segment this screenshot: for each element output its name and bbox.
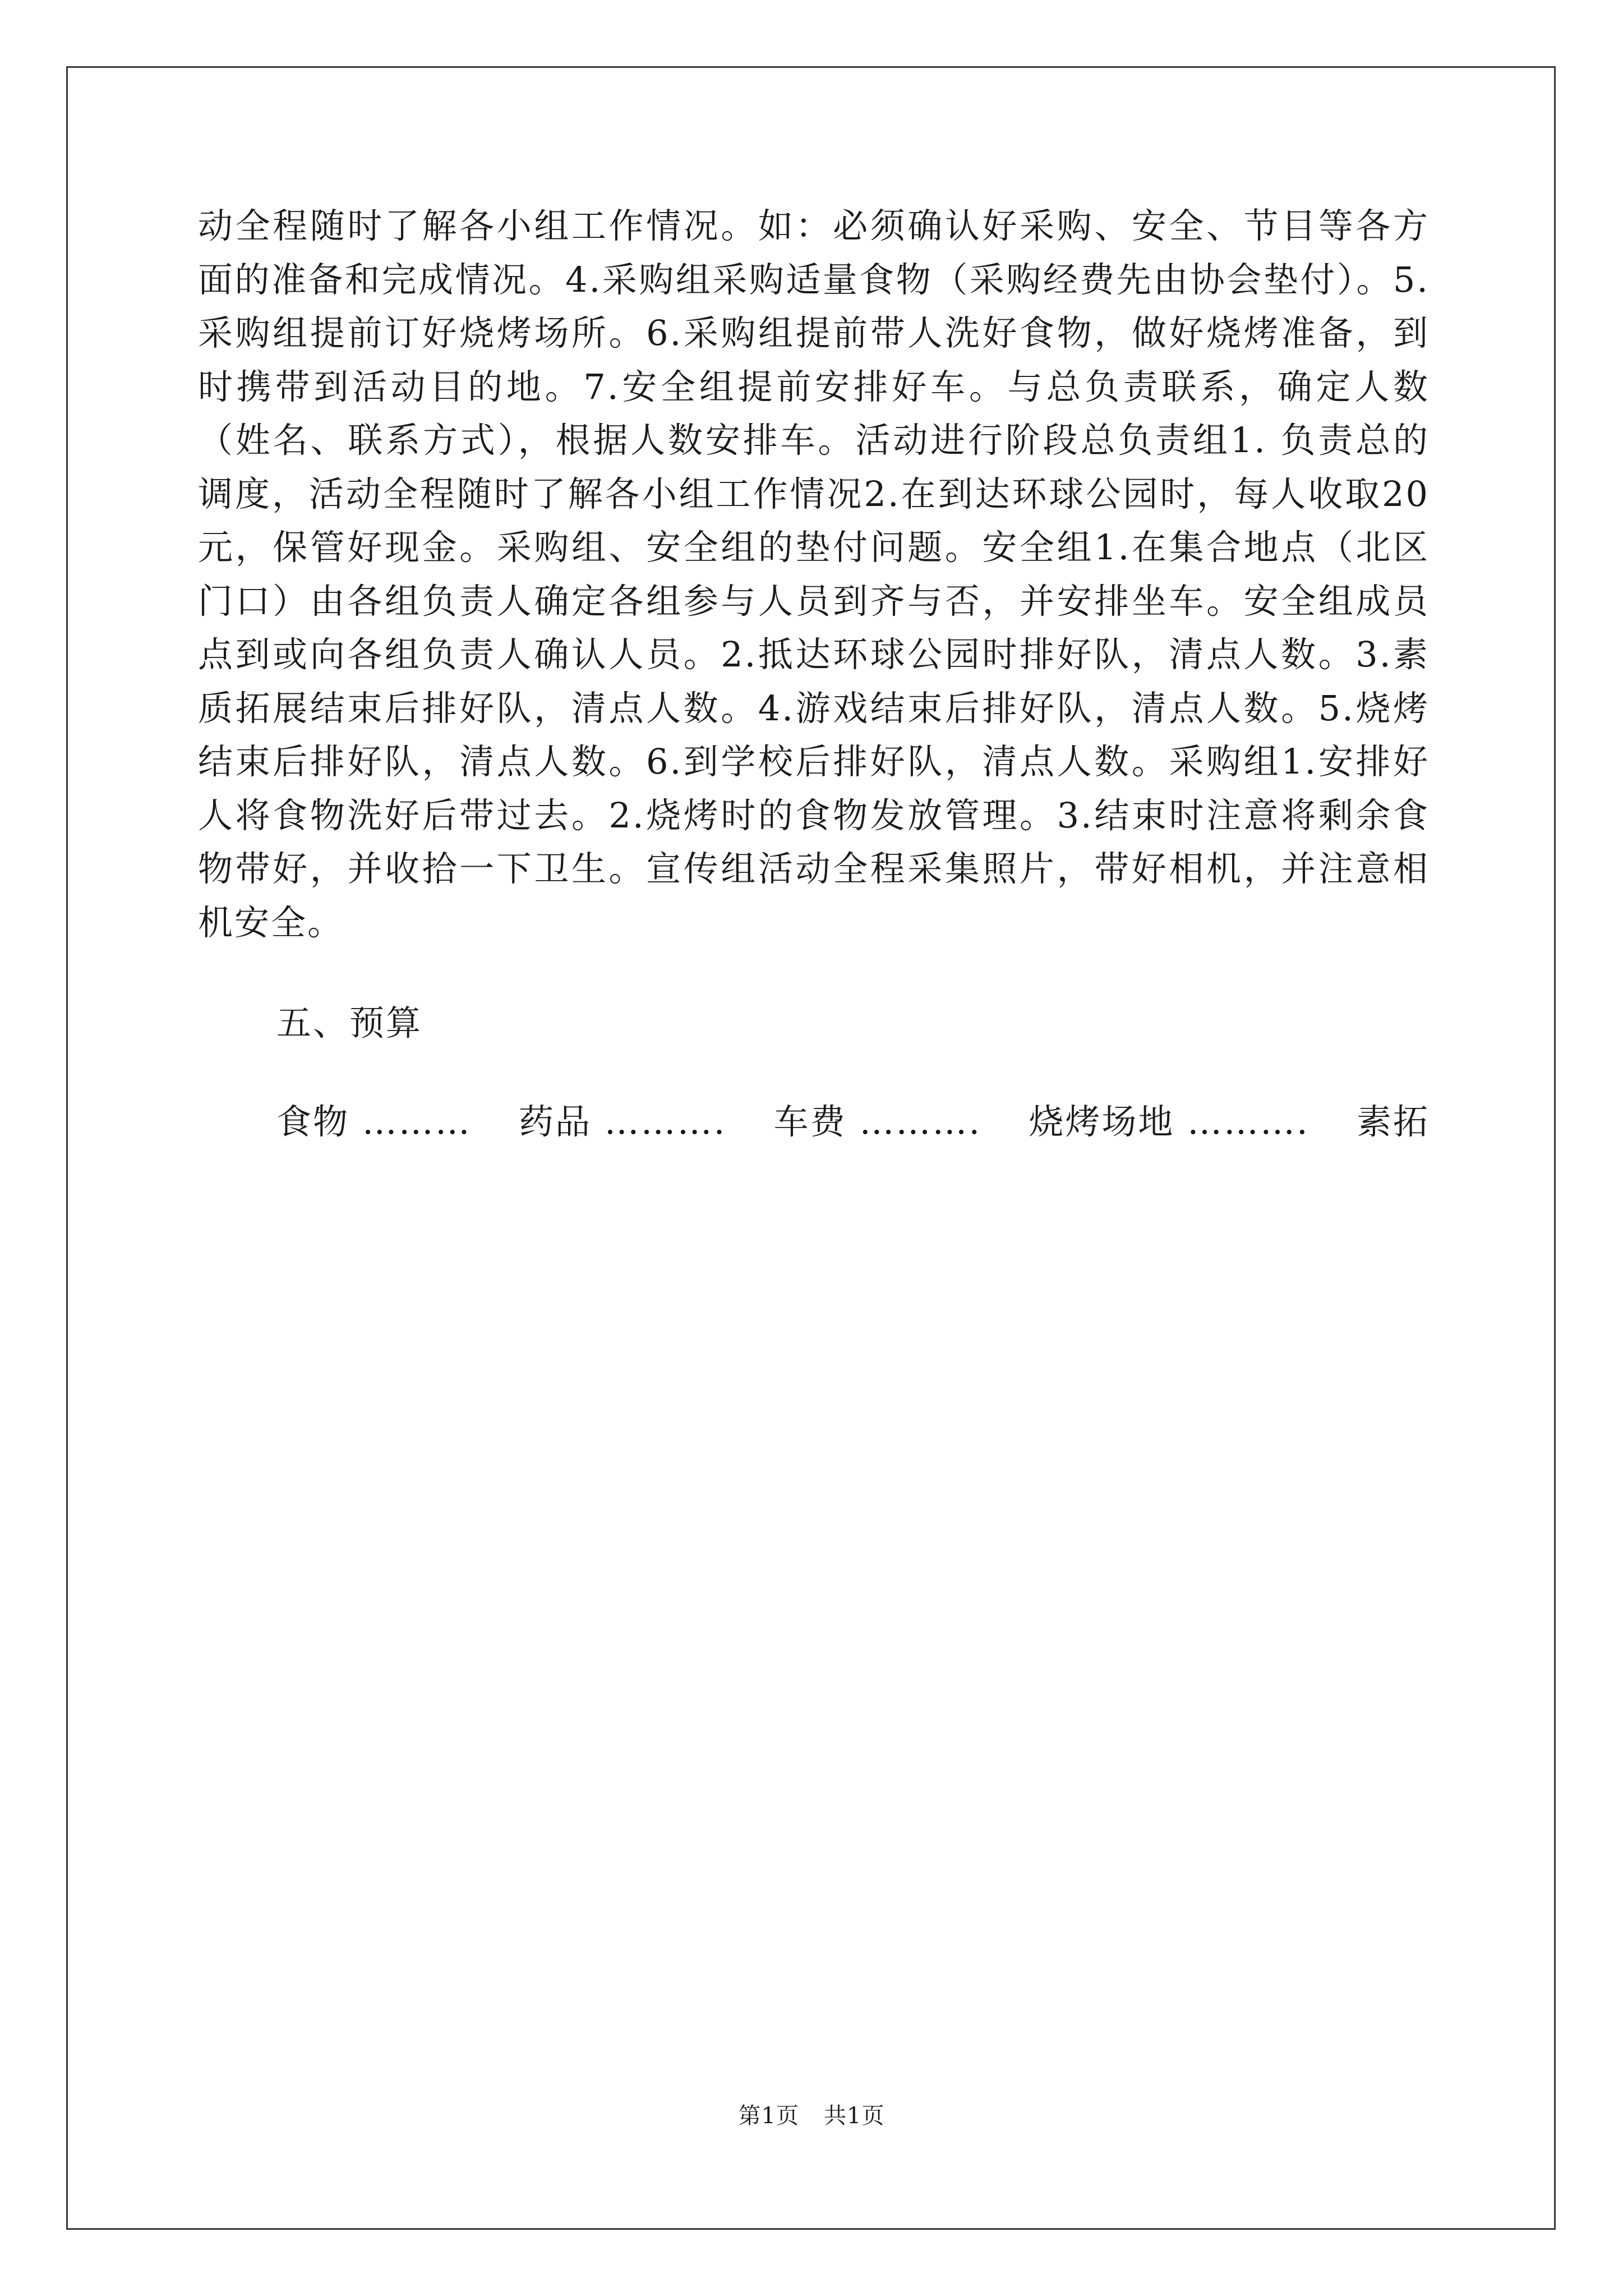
document-body [198,199,1430,1148]
budget-item-medicine: 药品 ………. [518,1101,727,1142]
page-total: 共1页 [824,2103,885,2129]
budget-item-transport: 车费 ………. [773,1101,982,1142]
section-heading-budget: 五、预算 [276,1002,423,1043]
body-paragraph: 动全程随时了解各小组工作情况。如：必须确认好采购、安全、节目等各方面的准备和完成情况。4.采购组采购适量食物（采购经费先由协会垫付）。5.采购组提前订好烧烤场所。6.采购组提前带人洗好食物，做好烧烤准备，到时携带到活动目的地。7.安全组提前安排好车。与总负责联系，确定人数（姓名、联系方式），根据人数安排车。活动进行阶段总负责组1. 负责总的调度，活动全程随时了解各小组工作情况2.在到达环球公园时，每人收取20元，保管好现金。采购组、安全组的垫付问题。安全组1.在集合地点（北区门口）由各组负责人确定各组参与人员到齐与否，并安排坐车。安全组成员点到或向各组负责人确认人员。2.抵达环球公园时排好队，清点人数。3.素质拓展结束后排好队，清点人数。4.游戏结束后排好队，清点人数。5.烧烤结束后排好队，清点人数。6.到学校后排好队，清点人数。采购组1.安排好人将食物洗好后带过去。2.烧烤时的食物发放管理。3.结束时注意将剩余食物带好，并收拾一下卫生。宣传组活动全程采集照片，带好相机，并注意相机安全。 [198,205,1430,943]
budget-item-food: 食物 ……… [276,1101,472,1142]
budget-item-outreach: 素拓 [1356,1101,1430,1142]
budget-item-bbq-venue: 烧烤场地 ………. [1029,1101,1310,1142]
page-footer [0,2098,1623,2130]
budget-list [198,1095,1430,1149]
page-number: 第1页 [738,2103,799,2129]
